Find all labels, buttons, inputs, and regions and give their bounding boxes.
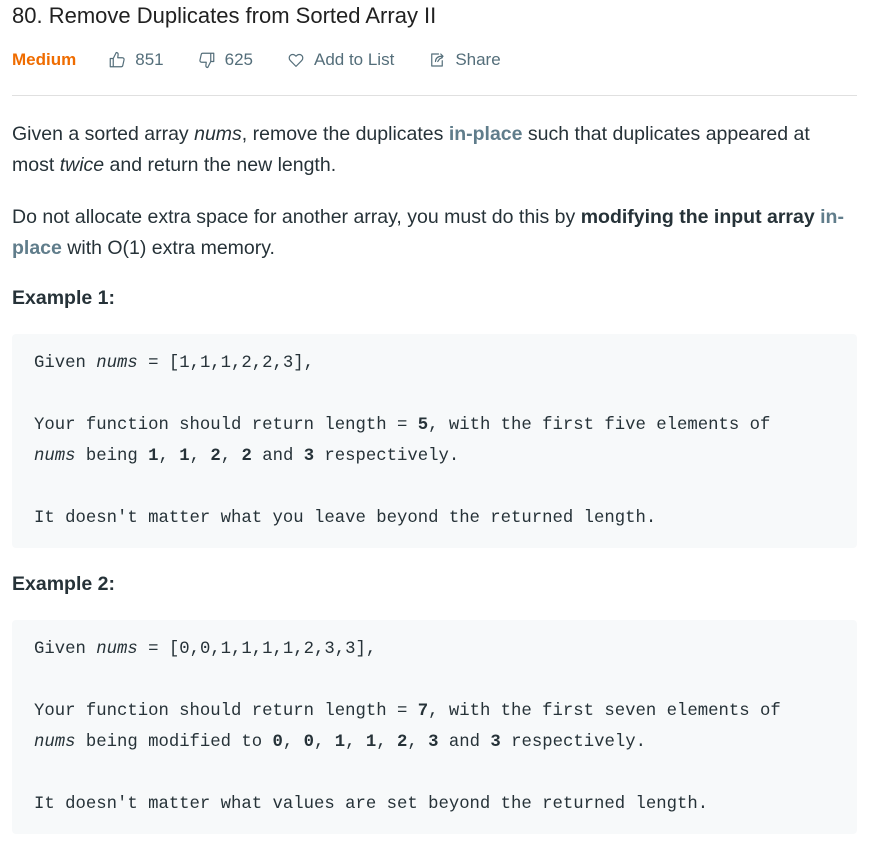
share-button[interactable] — [428, 50, 500, 70]
desc-text: Do not allocate extra space for another array, you must do this by — [12, 206, 581, 228]
code-return-length: 7 — [417, 702, 429, 721]
code-sep: and — [438, 733, 491, 752]
code-value: 2 — [241, 447, 252, 466]
code-text: = [1,1,1,2,2,3], — [137, 354, 315, 373]
description-paragraph-2 — [12, 202, 857, 264]
share-label: Share — [455, 50, 501, 69]
code-value: 0 — [303, 733, 315, 752]
meta-divider — [12, 95, 857, 96]
code-sep: , — [407, 733, 429, 752]
like-button[interactable] — [108, 50, 163, 70]
code-value: 3 — [428, 733, 439, 752]
problem-description — [12, 119, 857, 264]
like-count: 851 — [135, 50, 164, 69]
code-sep: respectively. — [500, 733, 646, 752]
code-line-note: It doesn't matter what values are set beyond the returned length. — [34, 795, 709, 814]
share-icon — [428, 51, 446, 69]
code-sep: , — [158, 447, 180, 466]
code-blank-line — [34, 472, 835, 503]
problem-title: 80. Remove Duplicates from Sorted Array II — [12, 3, 437, 28]
code-sep: , — [189, 447, 211, 466]
thumbs-up-icon — [108, 51, 126, 69]
example-1-title: Example 1: — [12, 287, 115, 309]
description-paragraph-1 — [12, 119, 857, 181]
example-2-code-block — [12, 620, 857, 834]
code-value: 2 — [397, 733, 408, 752]
code-value: 3 — [303, 447, 315, 466]
desc-inplace-highlight: in-place — [12, 206, 844, 259]
code-line-note: It doesn't matter what you leave beyond the returned length. — [34, 509, 657, 528]
code-value: 0 — [272, 733, 283, 752]
code-sep: , — [345, 733, 366, 752]
code-text: Your function should return length = — [34, 416, 418, 435]
desc-text: Given a sorted array — [12, 123, 195, 145]
dislike-count: 625 — [224, 50, 253, 69]
code-value: 1 — [179, 447, 190, 466]
code-blank-line — [34, 379, 835, 410]
code-return-length: 5 — [417, 416, 429, 435]
code-blank-line — [34, 665, 835, 696]
code-text: , with the first five elements of — [428, 416, 771, 435]
desc-emphasis-twice: twice — [59, 154, 105, 176]
code-text: Your function should return length = — [34, 702, 418, 721]
code-text: Given — [34, 354, 97, 373]
code-sep: , — [314, 733, 335, 752]
code-line-values — [34, 441, 835, 472]
desc-text: , remove the duplicates — [241, 123, 449, 145]
code-line-values — [34, 727, 835, 758]
desc-text: and return the new length. — [104, 154, 337, 176]
code-sep: , — [220, 447, 242, 466]
example-2-title: Example 2: — [12, 573, 115, 595]
code-text: , with the first seven elements of — [428, 702, 781, 721]
code-line-given — [34, 348, 835, 379]
dislike-button[interactable] — [198, 50, 253, 70]
heart-icon — [287, 51, 305, 69]
code-sep: , — [282, 733, 304, 752]
code-text: being modified to — [75, 733, 273, 752]
code-value: 1 — [148, 447, 159, 466]
code-sep: , — [376, 733, 398, 752]
code-line-given — [34, 634, 835, 665]
code-var: nums — [34, 447, 76, 466]
problem-meta-bar — [12, 43, 857, 77]
code-var: nums — [96, 640, 138, 659]
code-blank-line — [34, 758, 835, 789]
code-value: 1 — [365, 733, 377, 752]
desc-inplace-highlight: in-place — [448, 123, 523, 145]
code-line-return — [34, 696, 835, 727]
thumbs-down-icon — [198, 51, 216, 69]
code-sep: and — [251, 447, 304, 466]
code-text: Given — [34, 640, 97, 659]
code-value: 2 — [210, 447, 221, 466]
example-1-code-block — [12, 334, 857, 548]
code-sep: respectively. — [314, 447, 460, 466]
code-var: nums — [96, 354, 138, 373]
desc-text: with O(1) extra memory. — [61, 237, 275, 259]
code-value: 1 — [334, 733, 346, 752]
code-value: 3 — [490, 733, 501, 752]
problem-panel — [12, 0, 857, 834]
desc-var-nums: nums — [194, 123, 242, 145]
code-line-return — [34, 410, 835, 441]
code-text: being — [75, 447, 149, 466]
add-to-list-button[interactable] — [287, 50, 394, 70]
code-var: nums — [34, 733, 76, 752]
difficulty-badge: Medium — [12, 50, 77, 69]
desc-bold-text: modifying the input array — [580, 206, 815, 228]
desc-text: such that duplicates appeared at most — [12, 123, 810, 176]
add-to-list-label: Add to List — [313, 50, 395, 69]
code-text: = [0,0,1,1,1,1,2,3,3], — [137, 640, 377, 659]
